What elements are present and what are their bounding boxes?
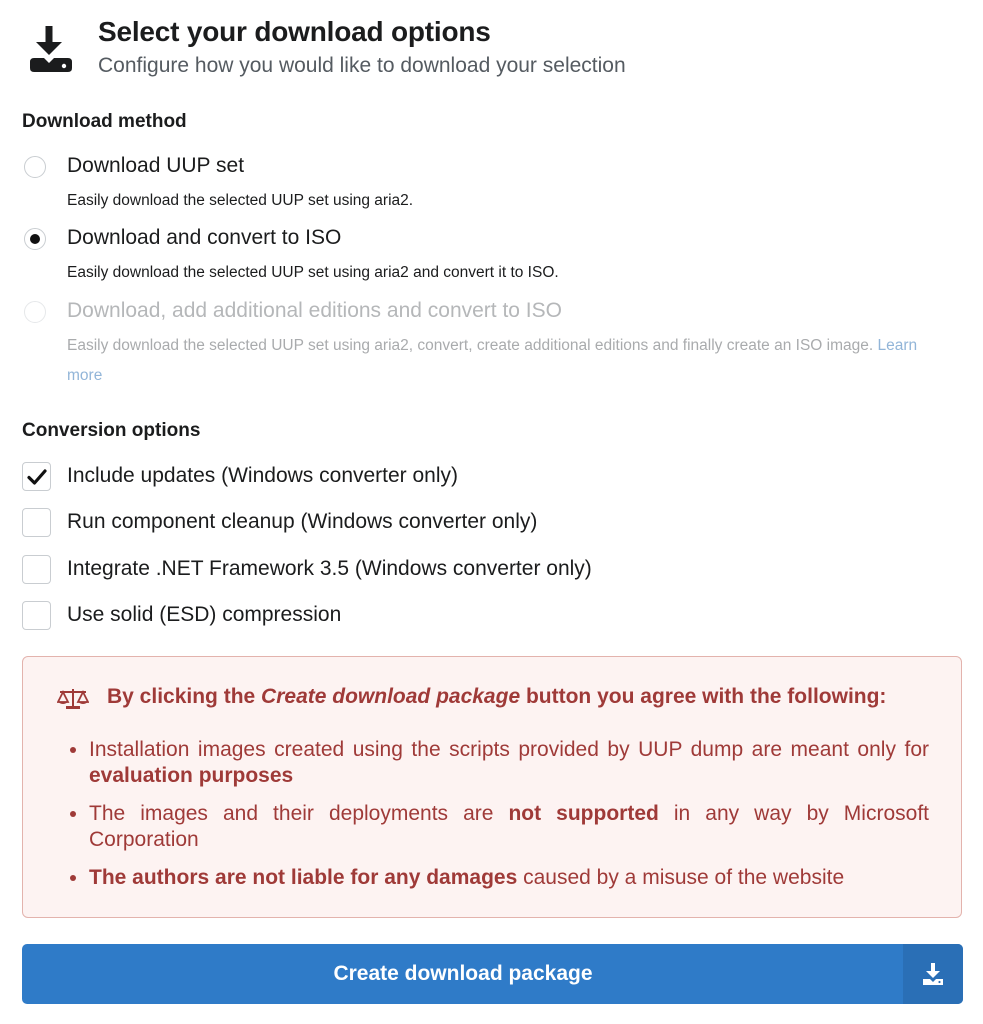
radio-title: Download, add additional editions and convert to ISO xyxy=(67,299,562,322)
page-header xyxy=(26,16,966,86)
radio-title: Download and convert to ISO xyxy=(67,226,342,249)
checkbox-label: Integrate .NET Framework 3.5 (Windows converter only) xyxy=(67,557,592,580)
checkbox-checked[interactable] xyxy=(22,462,51,491)
checkbox[interactable] xyxy=(22,601,51,630)
notice-list xyxy=(59,737,929,903)
notice-heading-emphasis: Create download package xyxy=(261,685,521,708)
radio-description: Easily download the selected UUP set using aria2. xyxy=(67,192,414,209)
checkmark-icon xyxy=(27,467,47,487)
agreement-notice xyxy=(22,656,962,918)
radio-description xyxy=(67,331,947,391)
checkbox-esd-compression[interactable] xyxy=(22,601,722,631)
checkbox-include-updates[interactable] xyxy=(22,462,722,492)
create-download-package-button[interactable] xyxy=(22,944,963,1004)
notice-item-bold: evaluation purposes xyxy=(89,764,294,787)
notice-heading-suffix: button you agree with the following: xyxy=(520,685,887,708)
notice-item xyxy=(89,801,929,853)
checkbox-label: Include updates (Windows converter only) xyxy=(67,464,459,487)
notice-item-bold: not supported xyxy=(508,802,659,825)
radio-button-selected[interactable] xyxy=(24,228,46,250)
checkbox-component-cleanup[interactable] xyxy=(22,508,722,538)
radio-download-additional-editions xyxy=(22,299,962,391)
learn-more-link[interactable]: Learn more xyxy=(67,337,918,384)
radio-button-disabled xyxy=(24,301,46,323)
download-method-label: Download method xyxy=(22,111,187,132)
radio-description-text: Easily download the selected UUP set using aria2, convert, create additional editions and finally create an ISO image. xyxy=(67,337,874,354)
page-subtitle: Configure how you would like to download your selection xyxy=(98,54,626,77)
checkbox-label: Use solid (ESD) compression xyxy=(67,603,342,626)
conversion-options-label: Conversion options xyxy=(22,420,201,441)
notice-item-text: in any way by Microsoft Corporation xyxy=(89,802,929,851)
checkbox-integrate-netfx[interactable] xyxy=(22,555,722,585)
notice-item-text: Installation images created using the scripts provided by UUP dump are meant only for xyxy=(89,738,929,761)
notice-item-bold: The authors are not liable for any damages xyxy=(89,866,518,889)
checkbox-label: Run component cleanup (Windows converter only) xyxy=(67,510,538,533)
notice-item-text: caused by a misuse of the website xyxy=(517,866,845,889)
notice-item-text: The images and their deployments are xyxy=(89,802,509,825)
page-title: Select your download options xyxy=(98,16,491,47)
notice-item xyxy=(89,865,929,891)
radio-download-uup-set[interactable] xyxy=(22,154,962,214)
radio-description: Easily download the selected UUP set using aria2 and convert it to ISO. xyxy=(67,264,559,281)
create-download-package-label: Create download package xyxy=(333,962,593,985)
radio-download-convert-iso[interactable] xyxy=(22,226,962,286)
notice-heading-text xyxy=(107,685,886,709)
download-icon xyxy=(26,24,76,74)
notice-item xyxy=(89,737,929,789)
balance-scale-icon xyxy=(57,687,89,717)
checkbox[interactable] xyxy=(22,508,51,537)
checkbox[interactable] xyxy=(22,555,51,584)
download-icon xyxy=(903,944,963,1004)
notice-heading-prefix: By clicking the xyxy=(107,685,262,708)
radio-button[interactable] xyxy=(24,156,46,178)
radio-title: Download UUP set xyxy=(67,154,245,177)
